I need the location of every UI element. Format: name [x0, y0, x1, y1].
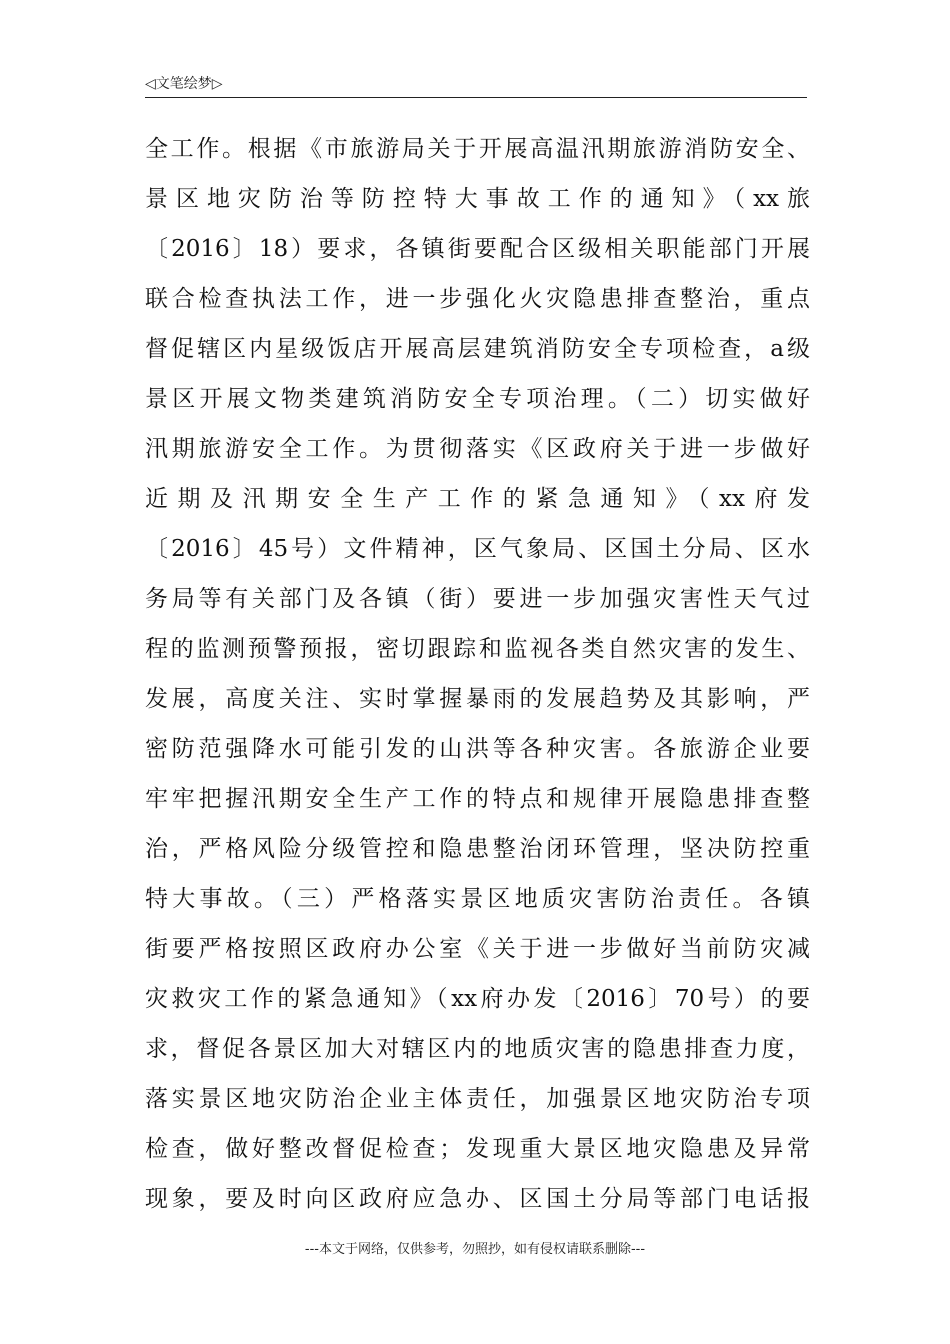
- body-line: 近期及汛期安全生产工作的紧急通知》（xx府发: [145, 486, 810, 512]
- body-line: 汛期旅游安全工作。为贯彻落实《区政府关于进一步做好: [145, 436, 810, 462]
- body-line: 〔2016〕18）要求，各镇街要配合区级相关职能部门开展: [145, 236, 810, 262]
- document-body: [145, 124, 810, 1224]
- body-line: 务局等有关部门及各镇（街）要进一步加强灾害性天气过: [145, 586, 810, 612]
- body-line: 景区开展文物类建筑消防安全专项治理。（二）切实做好: [145, 386, 810, 412]
- page-header: [145, 74, 807, 98]
- body-line: 景区地灾防治等防控特大事故工作的通知》（xx旅: [145, 186, 810, 212]
- body-line: 程的监测预警预报，密切跟踪和监视各类自然灾害的发生、: [145, 636, 810, 662]
- header-title: ◁文笔绘梦▷: [145, 76, 223, 92]
- body-line: 〔2016〕45号）文件精神，区气象局、区国土分局、区水: [145, 536, 810, 562]
- page-footer: ---本文于网络，仅供参考，勿照抄，如有侵权请联系删除---: [304, 1242, 646, 1257]
- body-line: 督促辖区内星级饭店开展高层建筑消防安全专项检查，a级: [145, 336, 810, 362]
- body-line: 街要严格按照区政府办公室《关于进一步做好当前防灾减: [145, 936, 810, 962]
- body-line: 现象，要及时向区政府应急办、区国土分局等部门电话报: [145, 1186, 810, 1212]
- body-line: 全工作。根据《市旅游局关于开展高温汛期旅游消防安全、: [145, 136, 810, 162]
- body-line: 特大事故。（三）严格落实景区地质灾害防治责任。各镇: [145, 886, 810, 912]
- body-line: 检查，做好整改督促检查；发现重大景区地灾隐患及异常: [145, 1136, 810, 1162]
- body-line: 落实景区地灾防治企业主体责任，加强景区地灾防治专项: [145, 1086, 810, 1112]
- header-divider: [145, 97, 807, 98]
- body-line: 联合检查执法工作，进一步强化火灾隐患排查整治，重点: [145, 286, 810, 312]
- body-line: 灾救灾工作的紧急通知》（xx府办发〔2016〕70号）的要: [145, 986, 810, 1012]
- body-line: 牢牢把握汛期安全生产工作的特点和规律开展隐患排查整: [145, 786, 810, 812]
- body-line: 发展，高度关注、实时掌握暴雨的发展趋势及其影响，严: [145, 686, 810, 712]
- body-line: 密防范强降水可能引发的山洪等各种灾害。各旅游企业要: [145, 736, 810, 762]
- body-line: 求，督促各景区加大对辖区内的地质灾害的隐患排查力度，: [145, 1036, 810, 1062]
- body-line: 治，严格风险分级管控和隐患整治闭环管理，坚决防控重: [145, 836, 810, 862]
